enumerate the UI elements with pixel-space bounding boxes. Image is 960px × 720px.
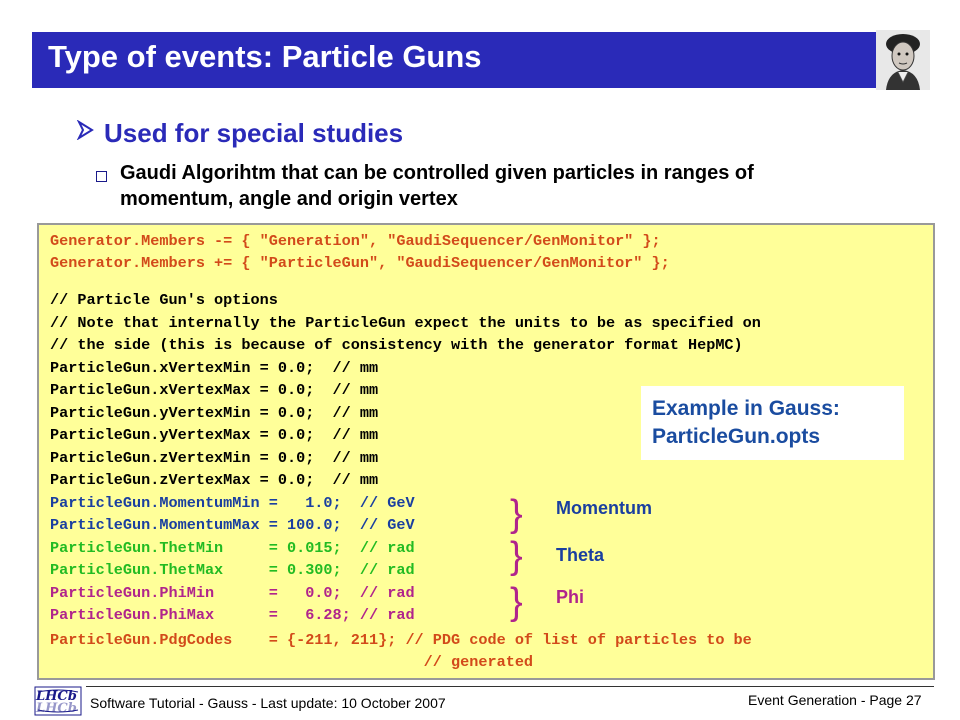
example-text — [652, 395, 840, 451]
code-line: ParticleGun.MomentumMax = 100.0; // GeV — [50, 516, 415, 534]
slide-title: Type of events: Particle Guns — [48, 39, 482, 74]
code-line: ParticleGun.zVertexMax = 0.0; // mm — [50, 471, 379, 489]
code-line: ParticleGun.ThetMin = 0.015; // rad — [50, 539, 415, 557]
phi-label: Phi — [556, 587, 585, 607]
code-line: Generator.Members += { "ParticleGun", "GaudiSequencer/GenMonitor" }; — [50, 254, 670, 272]
example-line2: ParticleGun.opts — [652, 425, 821, 448]
code-line: // the side (this is because of consistency with the generator format HepMC) — [50, 336, 743, 354]
code-line: ParticleGun.zVertexMin = 0.0; // mm — [50, 449, 379, 467]
brace-momentum: } — [510, 493, 523, 535]
code-line: ParticleGun.xVertexMax = 0.0; // mm — [50, 381, 379, 399]
logo-text-top: LHCb — [36, 689, 77, 704]
code-line: // Note that internally the ParticleGun expect the units to be as specified on — [50, 314, 761, 332]
code-line: ParticleGun.PdgCodes = {-211, 211}; // PDG code of list of particles to be — [50, 631, 752, 649]
brace-phi: } — [510, 581, 523, 623]
code-line: ParticleGun.yVertexMin = 0.0; // mm — [50, 404, 379, 422]
momentum-label: Momentum — [556, 498, 652, 518]
footer-page-text: Event Generation - Page 27 — [748, 692, 922, 708]
portrait-image — [876, 30, 930, 90]
square-bullet-icon — [96, 171, 107, 182]
logo-text-bottom: LHCb — [36, 701, 77, 716]
footer-left-text: Software Tutorial - Gauss - Last update: 10 October 2007 — [90, 695, 446, 711]
code-line: ParticleGun.PhiMax = 6.28; // rad — [50, 606, 415, 624]
bullet1-text: Used for special studies — [104, 118, 404, 148]
bullet2-text: Gaudi Algorihtm that can be controlled given particles in ranges of momentum, angle and origin vertex — [120, 162, 754, 210]
arrow-bullet-icon — [76, 120, 96, 140]
code-line: ParticleGun.MomentumMin = 1.0; // GeV — [50, 494, 415, 512]
code-line: Generator.Members -= { "Generation", "GaudiSequencer/GenMonitor" }; — [50, 232, 661, 250]
footer-divider — [86, 686, 934, 687]
code-line: ParticleGun.xVertexMin = 0.0; // mm — [50, 359, 379, 377]
code-line: ParticleGun.PhiMin = 0.0; // rad — [50, 584, 415, 602]
code-line: // generated — [50, 653, 534, 671]
theta-label: Theta — [556, 545, 605, 565]
brace-theta: } — [510, 535, 523, 577]
code-line: // Particle Gun's options — [50, 291, 278, 309]
code-line: ParticleGun.yVertexMax = 0.0; // mm — [50, 426, 379, 444]
example-line1: Example in Gauss: — [652, 397, 840, 420]
code-line: ParticleGun.ThetMax = 0.300; // rad — [50, 561, 415, 579]
